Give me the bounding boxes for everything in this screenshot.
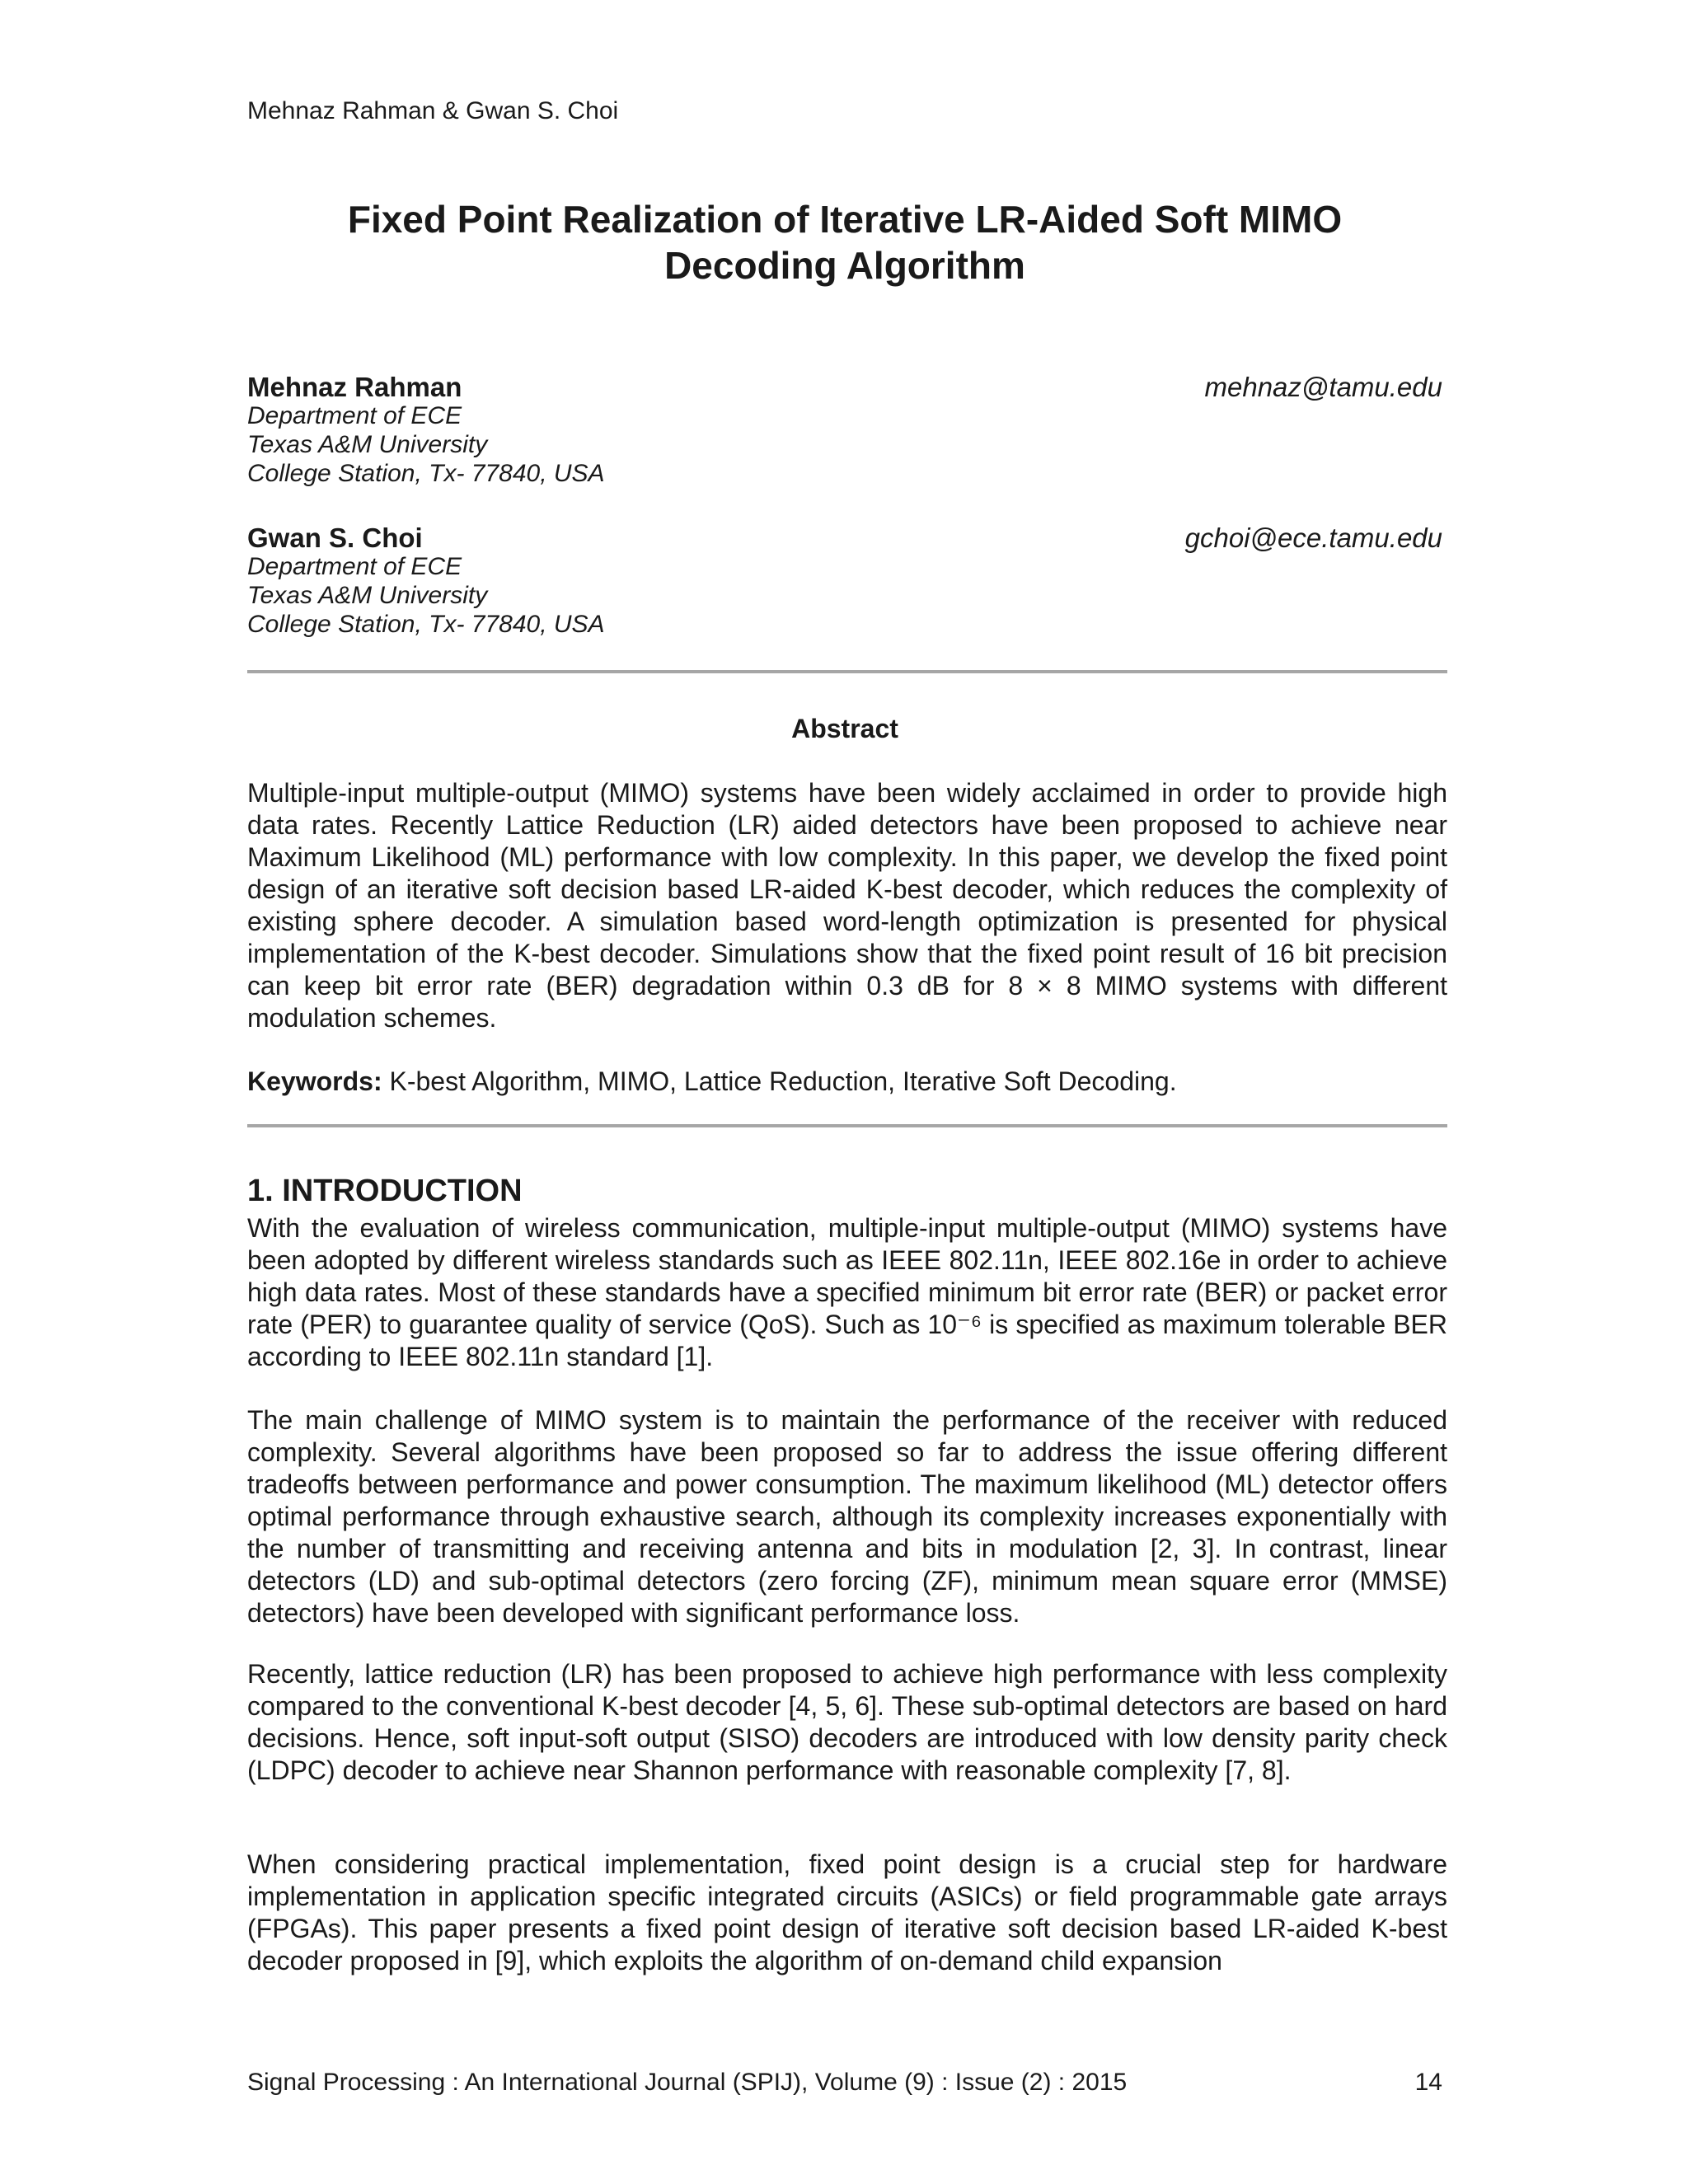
- section-heading: 1. INTRODUCTION: [247, 1174, 523, 1208]
- paper-title: [247, 196, 1442, 288]
- running-head: Mehnaz Rahman & Gwan S. Choi: [247, 97, 619, 124]
- author-department: Department of ECE: [247, 553, 462, 580]
- intro-paragraph: Recently, lattice reduction (LR) has been proposed to achieve high performance with less complexity compared to the conventional K-best decoder [4, 5, 6]. These sub-optimal detectors are based on hard decisions. Hence, soft input-soft output (SISO) decoders are introduced with low density parity check (LDPC) decoder to achieve near Shannon performance with reasonable complexity [7, 8].: [247, 1659, 1447, 1785]
- author-email: mehnaz@tamu.edu: [1204, 372, 1442, 402]
- divider: [247, 670, 1447, 673]
- intro-paragraph: When considering practical implementation, fixed point design is a crucial step for hardware implementation in application specific integrated circuits (ASICs) or field programmable gate arrays (FPGAs). This paper presents a fixed point design of iterative soft decision based LR-aided K-best decoder proposed in [9], which exploits the algorithm of on-demand child expansion: [247, 1849, 1447, 1975]
- divider: [247, 1124, 1447, 1127]
- intro-paragraph: The main challenge of MIMO system is to maintain the performance of the receiver with reduced complexity. Several algorithms have been proposed so far to address the issue offering different tradeoffs between performance and power consumption. The maximum likelihood (ML) detector offers optimal performance through exhaustive search, although its complexity increases exponentially with the number of transmitting and receiving antenna and bits in modulation [2, 3]. In contrast, linear detectors (LD) and sub-optimal detectors (zero forcing (ZF), minimum mean square error (MMSE) detectors) have been developed with significant performance loss.: [247, 1405, 1447, 1628]
- journal-citation: Signal Processing : An International Journal (SPIJ), Volume (9) : Issue (2) : 2015: [247, 2069, 1128, 2096]
- abstract-heading: Abstract: [791, 714, 898, 743]
- author-email: gchoi@ece.tamu.edu: [1184, 523, 1442, 553]
- author-address: College Station, Tx- 77840, USA: [247, 460, 605, 487]
- author-block-1: [247, 373, 1442, 488]
- author-address: College Station, Tx- 77840, USA: [247, 611, 605, 638]
- keywords-text: K-best Algorithm, MIMO, Lattice Reduction, Iterative Soft Decoding.: [382, 1066, 1177, 1096]
- paper-page: [247, 0, 1447, 2184]
- author-university: Texas A&M University: [247, 431, 488, 458]
- keywords-label: Keywords:: [247, 1066, 382, 1096]
- author-block-2: [247, 523, 1442, 639]
- intro-paragraph: With the evaluation of wireless communication, multiple-input multiple-output (MIMO) systems have been adopted by different wireless standards such as IEEE 802.11n, IEEE 802.16e in order to achieve high data rates. Most of these standards have a specified minimum bit error rate (BER) or packet error rate (PER) to guarantee quality of service (QoS). Such as 10⁻⁶ is specified as maximum tolerable BER according to IEEE 802.11n standard [1].: [247, 1213, 1447, 1371]
- author-name: Mehnaz Rahman: [247, 372, 462, 402]
- author-name: Gwan S. Choi: [247, 523, 423, 553]
- page-footer: [247, 2069, 1442, 2097]
- keywords: [247, 1066, 1447, 1098]
- title-line-1: Fixed Point Realization of Iterative LR-Aided Soft MIMO: [347, 198, 1343, 241]
- abstract-text: Multiple-input multiple-output (MIMO) systems have been widely acclaimed in order to provide high data rates. Recently Lattice Reduction (LR) aided detectors have been proposed to achieve near Maximum Likelihood (ML) performance with low complexity. In this paper, we develop the fixed point design of an iterative soft decision based LR-aided K-best decoder, which reduces the complexity of existing sphere decoder. A simulation based word-length optimization is presented for physical implementation of the K-best decoder. Simulations show that the fixed point result of 16 bit precision can keep bit error rate (BER) degradation within 0.3 dB for 8 × 8 MIMO systems with different modulation schemes.: [247, 778, 1447, 1033]
- author-university: Texas A&M University: [247, 582, 488, 609]
- author-department: Department of ECE: [247, 402, 462, 429]
- title-line-2: Decoding Algorithm: [664, 244, 1025, 287]
- page-number: 14: [1414, 2069, 1442, 2096]
